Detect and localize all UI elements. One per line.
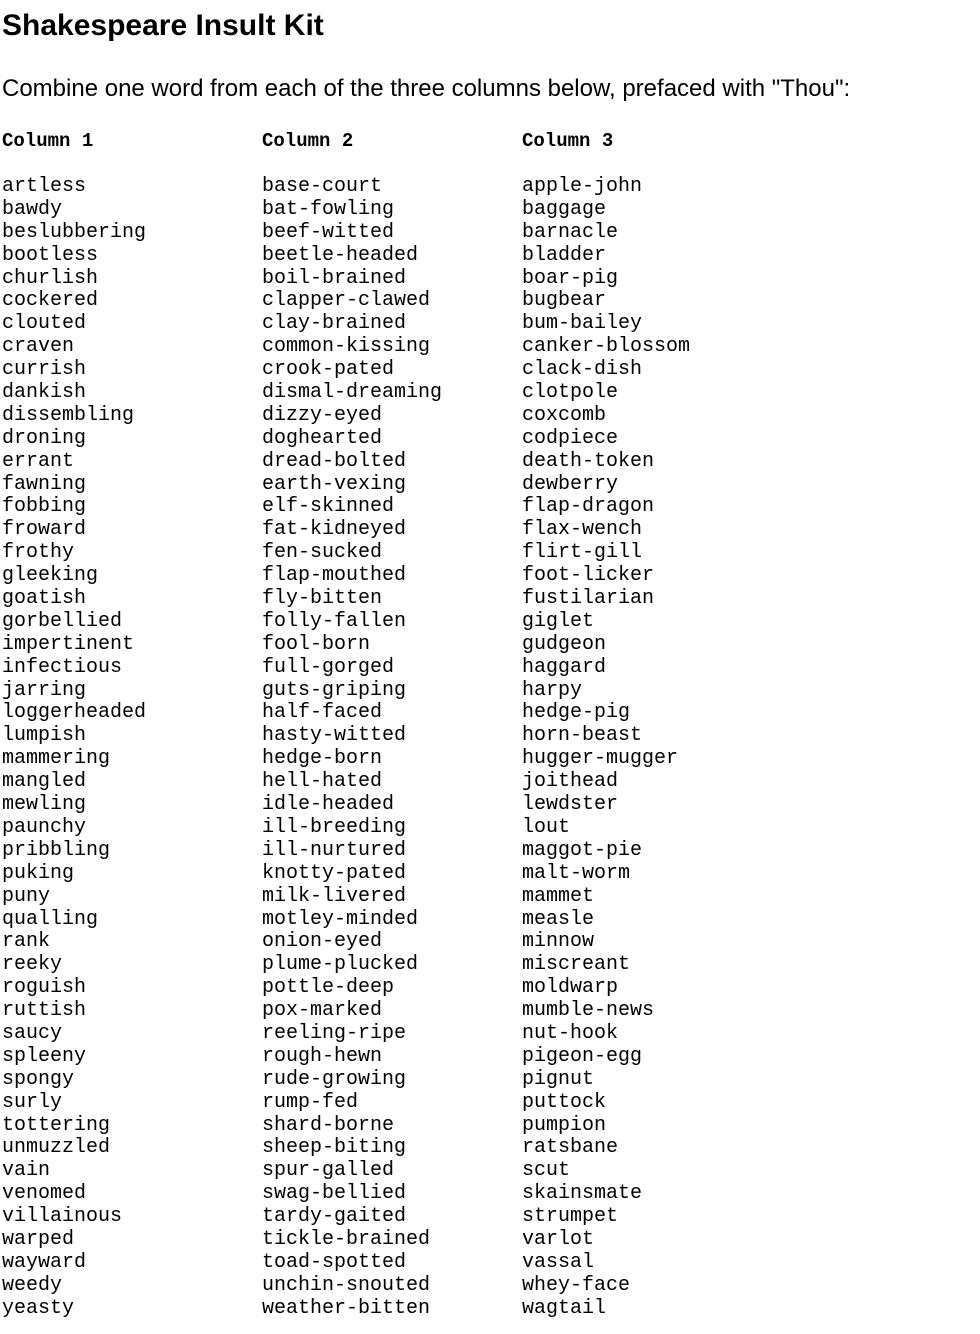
column-3-header: Column 3 (522, 130, 614, 152)
word-item: spongy (2, 1067, 75, 1091)
word-item: hasty-witted (262, 724, 407, 748)
instructions-text: Combine one word from each of the three columns below, prefaced with "Thou": (2, 75, 851, 102)
word-item: dizzy-eyed (262, 403, 383, 427)
word-item: droning (2, 426, 87, 450)
word-item: flax-wench (522, 518, 643, 542)
column-2 (262, 128, 512, 1320)
word-item: wagtail (522, 1296, 607, 1320)
word-item: hedge-born (262, 747, 383, 771)
word-item: maggot-pie (522, 838, 643, 862)
word-item: bum-bailey (522, 312, 643, 336)
word-item: whey-face (522, 1273, 631, 1297)
word-item: half-faced (262, 701, 383, 725)
column-3 (522, 128, 772, 1320)
word-item: dread-bolted (262, 449, 407, 473)
word-item: goatish (2, 587, 87, 611)
word-item: hugger-mugger (522, 747, 679, 771)
column-1-word-list (2, 176, 146, 1321)
word-item: jarring (2, 678, 87, 702)
column-3-word-list (522, 176, 690, 1321)
word-item: warped (2, 1227, 75, 1251)
word-item: cockered (2, 289, 99, 313)
word-item: craven (2, 335, 75, 359)
word-item: doghearted (262, 426, 383, 450)
word-item: earth-vexing (262, 472, 407, 496)
word-item: fat-kidneyed (262, 518, 407, 542)
word-item: flirt-gill (522, 541, 643, 565)
word-item: mammet (522, 884, 595, 908)
word-item: miscreant (522, 953, 631, 977)
word-item: hell-hated (262, 770, 383, 794)
word-item: tickle-brained (262, 1227, 431, 1251)
word-item: toad-spotted (262, 1250, 407, 1274)
column-1-header: Column 1 (2, 130, 94, 152)
word-item: fly-bitten (262, 587, 383, 611)
word-item: churlish (2, 266, 99, 290)
word-item: minnow (522, 930, 595, 954)
word-item: lout (522, 815, 571, 839)
word-item: spur-galled (262, 1159, 395, 1183)
word-item: puking (2, 861, 75, 885)
word-item: malt-worm (522, 861, 631, 885)
word-item: canker-blossom (522, 335, 691, 359)
word-item: frothy (2, 541, 75, 565)
word-item: beetle-headed (262, 243, 419, 267)
word-item: lumpish (2, 724, 87, 748)
word-item: ruttish (2, 999, 87, 1023)
word-item: flap-dragon (522, 495, 655, 519)
word-item: impertinent (2, 632, 135, 656)
word-item: varlot (522, 1227, 595, 1251)
word-item: rough-hewn (262, 1044, 383, 1068)
word-item: weedy (2, 1273, 63, 1297)
word-item: fool-born (262, 632, 371, 656)
word-item: surly (2, 1090, 63, 1114)
word-item: froward (2, 518, 87, 542)
word-item: puttock (522, 1090, 607, 1114)
word-item: venomed (2, 1182, 87, 1206)
word-item: weather-bitten (262, 1296, 431, 1320)
word-item: infectious (2, 655, 123, 679)
word-item: clotpole (522, 381, 619, 405)
word-item: reeky (2, 953, 63, 977)
word-item: dissembling (2, 403, 135, 427)
word-item: rude-growing (262, 1067, 407, 1091)
word-item: mangled (2, 770, 87, 794)
word-item: tottering (2, 1113, 111, 1137)
word-item: ill-nurtured (262, 838, 407, 862)
word-item: fen-sucked (262, 541, 383, 565)
word-item: fobbing (2, 495, 87, 519)
word-item: clack-dish (522, 358, 643, 382)
word-item: tardy-gaited (262, 1205, 407, 1229)
word-item: dewberry (522, 472, 619, 496)
word-item: reeling-ripe (262, 1021, 407, 1045)
word-item: ratsbane (522, 1136, 619, 1160)
word-item: barnacle (522, 220, 619, 244)
word-item: boar-pig (522, 266, 619, 290)
word-item: vain (2, 1159, 51, 1183)
column-1 (2, 128, 252, 1320)
word-item: motley-minded (262, 907, 419, 931)
word-item: gleeking (2, 564, 99, 588)
word-item: ill-breeding (262, 815, 407, 839)
word-item: sheep-biting (262, 1136, 407, 1160)
word-item: gorbellied (2, 609, 123, 633)
word-item: nut-hook (522, 1021, 619, 1045)
word-item: dismal-dreaming (262, 381, 443, 405)
word-item: pribbling (2, 838, 111, 862)
word-item: onion-eyed (262, 930, 383, 954)
word-item: codpiece (522, 426, 619, 450)
word-item: base-court (262, 175, 383, 198)
word-item: bugbear (522, 289, 607, 313)
word-item: paunchy (2, 815, 87, 839)
word-item: common-kissing (262, 335, 431, 359)
word-item: pottle-deep (262, 976, 395, 1000)
word-item: villainous (2, 1205, 123, 1229)
word-item: foot-licker (522, 564, 655, 588)
word-item: shard-borne (262, 1113, 395, 1137)
word-item: qualling (2, 907, 99, 931)
word-item: plume-plucked (262, 953, 419, 977)
word-item: wayward (2, 1250, 87, 1274)
word-item: lewdster (522, 793, 619, 817)
word-item: pumpion (522, 1113, 607, 1137)
word-item: crook-pated (262, 358, 395, 382)
word-item: bat-fowling (262, 197, 395, 221)
word-item: rank (2, 930, 51, 954)
word-item: loggerheaded (2, 701, 147, 725)
column-2-header: Column 2 (262, 130, 354, 152)
word-item: puny (2, 884, 51, 908)
word-item: spleeny (2, 1044, 87, 1068)
word-item: flap-mouthed (262, 564, 407, 588)
word-item: death-token (522, 449, 655, 473)
word-item: guts-griping (262, 678, 407, 702)
word-item: knotty-pated (262, 861, 407, 885)
word-item: folly-fallen (262, 609, 407, 633)
word-item: bladder (522, 243, 607, 267)
word-item: horn-beast (522, 724, 643, 748)
word-item: idle-headed (262, 793, 395, 817)
word-item: baggage (522, 197, 607, 221)
word-item: hedge-pig (522, 701, 631, 725)
word-item: haggard (522, 655, 607, 679)
word-item: moldwarp (522, 976, 619, 1000)
word-item: mewling (2, 793, 87, 817)
word-item: dankish (2, 381, 87, 405)
word-item: beslubbering (2, 220, 147, 244)
word-item: strumpet (522, 1205, 619, 1229)
word-item: elf-skinned (262, 495, 395, 519)
word-item: fustilarian (522, 587, 655, 611)
word-item: measle (522, 907, 595, 931)
word-item: beef-witted (262, 220, 395, 244)
word-item: bawdy (2, 197, 63, 221)
word-item: full-gorged (262, 655, 395, 679)
word-item: skainsmate (522, 1182, 643, 1206)
word-item: unchin-snouted (262, 1273, 431, 1297)
word-item: harpy (522, 678, 583, 702)
word-item: unmuzzled (2, 1136, 111, 1160)
word-item: clapper-clawed (262, 289, 431, 313)
word-item: vassal (522, 1250, 595, 1274)
word-item: pox-marked (262, 999, 383, 1023)
word-item: mammering (2, 747, 111, 771)
column-2-word-list (262, 176, 442, 1321)
word-item: pignut (522, 1067, 595, 1091)
word-item: swag-bellied (262, 1182, 407, 1206)
word-item: scut (522, 1159, 571, 1183)
word-item: milk-livered (262, 884, 407, 908)
word-item: giglet (522, 609, 595, 633)
word-item: joithead (522, 770, 619, 794)
word-item: saucy (2, 1021, 63, 1045)
word-item: fawning (2, 472, 87, 496)
word-item: coxcomb (522, 403, 607, 427)
word-item: currish (2, 358, 87, 382)
word-item: gudgeon (522, 632, 607, 656)
word-item: roguish (2, 976, 87, 1000)
word-item: clouted (2, 312, 87, 336)
word-item: pigeon-egg (522, 1044, 643, 1068)
word-item: boil-brained (262, 266, 407, 290)
word-item: errant (2, 449, 75, 473)
word-item: clay-brained (262, 312, 407, 336)
word-item: mumble-news (522, 999, 655, 1023)
word-item: bootless (2, 243, 99, 267)
word-item: rump-fed (262, 1090, 359, 1114)
word-item: artless (2, 175, 87, 198)
page-title: Shakespeare Insult Kit (2, 9, 324, 42)
word-item: apple-john (522, 175, 643, 198)
word-item: yeasty (2, 1296, 75, 1320)
